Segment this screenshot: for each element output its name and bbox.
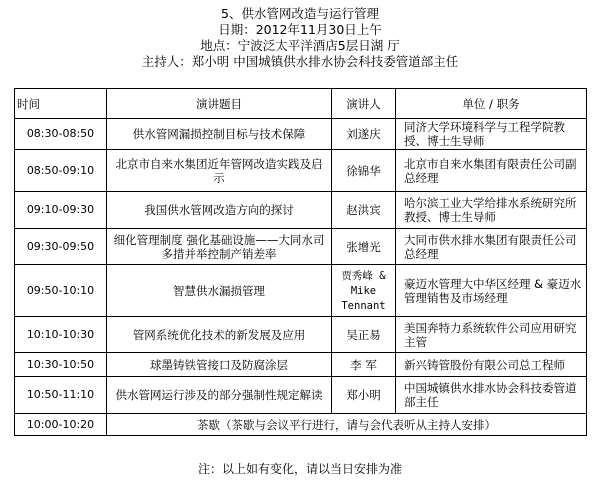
- header-unit: 单位 / 职务: [396, 89, 587, 119]
- footer-note: 注：以上如有变化，请以当日安排为准: [197, 462, 402, 476]
- row-unit: 新兴铸管股份有限公司总工程师: [396, 353, 587, 377]
- table-row: [15, 192, 587, 229]
- row-topic: 供水管网运行涉及的部分强制性规定解读: [107, 377, 332, 414]
- row-unit: 哈尔滨工业大学给排水系统研究所教授、博士生导师: [396, 192, 587, 229]
- row-time: 09:10-09:30: [15, 192, 107, 229]
- schedule-table: [14, 88, 587, 436]
- row-unit: 中国城镇供水排水协会科技委管道部主任: [396, 377, 587, 414]
- row-time: 08:30-08:50: [15, 119, 107, 150]
- row-speaker: 吴正易: [332, 317, 396, 353]
- row-time: 09:50-10:10: [15, 265, 107, 317]
- row-time: 10:30-10:50: [15, 353, 107, 377]
- header-speaker: 演讲人: [332, 89, 396, 119]
- row-topic: 我国供水管网改造方向的探讨: [107, 192, 332, 229]
- row-unit: 北京市自来水集团有限责任公司副总经理: [396, 150, 587, 192]
- speaker-name: 贾秀峰 & Mike Tennant: [341, 270, 386, 312]
- session-title: 5、供水管网改造与运行管理: [221, 6, 379, 21]
- row-time: 10:10-10:30: [15, 317, 107, 353]
- table-header-row: [15, 89, 587, 119]
- header-time: 时间: [15, 89, 107, 119]
- row-topic: 北京市自来水集团近年管网改造实践及启示: [107, 150, 332, 192]
- row-time: 09:30-09:50: [15, 229, 107, 265]
- header: [0, 6, 600, 70]
- row-topic: 球墨铸铁管接口及防腐涂层: [107, 353, 332, 377]
- row-speaker: 徐锦华: [332, 150, 396, 192]
- table-row: [15, 119, 587, 150]
- row-topic: 供水管网漏损控制目标与技术保障: [107, 119, 332, 150]
- row-speaker: 郑小明: [332, 377, 396, 414]
- row-unit: 美国奔特力系统软件公司应用研究主管: [396, 317, 587, 353]
- break-description: 茶歇（茶歇与会议平行进行，请与会代表听从主持人安排）: [107, 414, 587, 436]
- row-unit: 同济大学环境科学与工程学院教授、博士生导师: [396, 119, 587, 150]
- row-time: 08:50-09:10: [15, 150, 107, 192]
- row-topic: 智慧供水漏损管理: [107, 265, 332, 317]
- session-host: 主持人：郑小明 中国城镇供水排水协会科技委管道部主任: [141, 54, 459, 69]
- header-topic: 演讲题目: [107, 89, 332, 119]
- table-row: [15, 377, 587, 414]
- row-unit: 大同市供水排水集团有限责任公司总经理: [396, 229, 587, 265]
- row-speaker: [332, 265, 396, 317]
- table-row: [15, 150, 587, 192]
- session-location: 地点：宁波泛太平洋酒店5层日湖 厅: [200, 38, 400, 53]
- row-speaker: 李 军: [332, 353, 396, 377]
- row-speaker: 张增光: [332, 229, 396, 265]
- row-topic: 细化管理制度 强化基础设施——大同水司多措并举控制产销差率: [107, 229, 332, 265]
- table-row: [15, 265, 587, 317]
- row-time: 10:50-11:10: [15, 377, 107, 414]
- table-row: [15, 317, 587, 353]
- row-speaker: 刘遂庆: [332, 119, 396, 150]
- session-date: 日期：2012年11月30日上午: [218, 22, 382, 37]
- row-unit: 豪迈水管理大中华区经理 & 豪迈水管理销售及市场经理: [396, 265, 587, 317]
- row-speaker: 赵洪宾: [332, 192, 396, 229]
- table-row: [15, 353, 587, 377]
- break-time: 10:00-10:20: [15, 414, 107, 436]
- table-row: [15, 229, 587, 265]
- table-row-break: [15, 414, 587, 436]
- row-topic: 管网系统优化技术的新发展及应用: [107, 317, 332, 353]
